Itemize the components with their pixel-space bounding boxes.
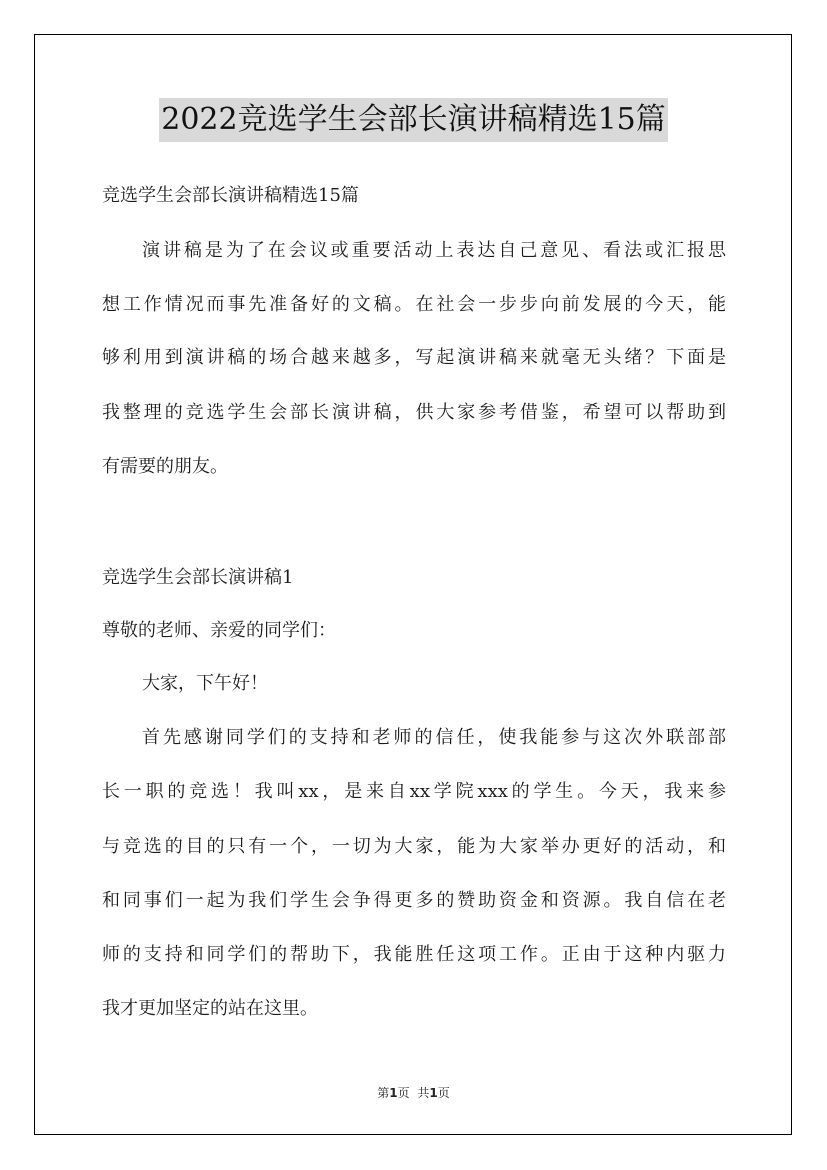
footer-page-number: 1 <box>389 1086 398 1100</box>
footer-total-suffix: 页 <box>437 1086 450 1100</box>
intro-line-4: 我整理的竞选学生会部长演讲稿，供大家参考借鉴，希望可以帮助到 <box>102 402 726 423</box>
footer-page-prefix: 第 <box>377 1086 390 1100</box>
intro-line-2: 想工作情况而事先准备好的文稿。在社会一步步向前发展的今天，能 <box>102 294 726 315</box>
body-line-4: 和同事们一起为我们学生会争得更多的赞助资金和资源。我自信在老 <box>102 890 726 911</box>
title-wrap <box>0 98 827 142</box>
body-line-6: 我才更加坚定的站在这里。 <box>102 998 318 1019</box>
section-heading: 竞选学生会部长演讲稿1 <box>102 567 294 588</box>
body-line-3: 与竞选的目的只有一个，一切为大家，能为大家举办更好的活动，和 <box>102 836 726 857</box>
footer-total-number: 1 <box>429 1086 438 1100</box>
subtitle: 竞选学生会部长演讲稿精选15篇 <box>102 185 359 206</box>
intro-line-3: 够利用到演讲稿的场合越来越多，写起演讲稿来就毫无头绪？下面是 <box>102 347 726 368</box>
footer-page-suffix: 页 <box>397 1086 410 1100</box>
footer-total-prefix: 共 <box>417 1086 430 1100</box>
document-title: 2022竞选学生会部长演讲稿精选15篇 <box>159 98 668 142</box>
body-line-2: 长一职的竞选！我叫xx，是来自xx学院xxx的学生。今天，我来参 <box>102 781 726 802</box>
intro-line-5: 有需要的朋友。 <box>102 456 228 477</box>
salutation: 尊敬的老师、亲爱的同学们： <box>102 620 336 641</box>
intro-line-1: 演讲稿是为了在会议或重要活动上表达自己意见、看法或汇报思 <box>142 240 726 261</box>
body-line-1: 首先感谢同学们的支持和老师的信任，使我能参与这次外联部部 <box>142 727 726 748</box>
body-line-5: 师的支持和同学们的帮助下，我能胜任这项工作。正由于这种内驱力 <box>102 944 726 965</box>
greeting: 大家，下午好！ <box>142 673 268 694</box>
page-footer <box>0 1084 827 1101</box>
